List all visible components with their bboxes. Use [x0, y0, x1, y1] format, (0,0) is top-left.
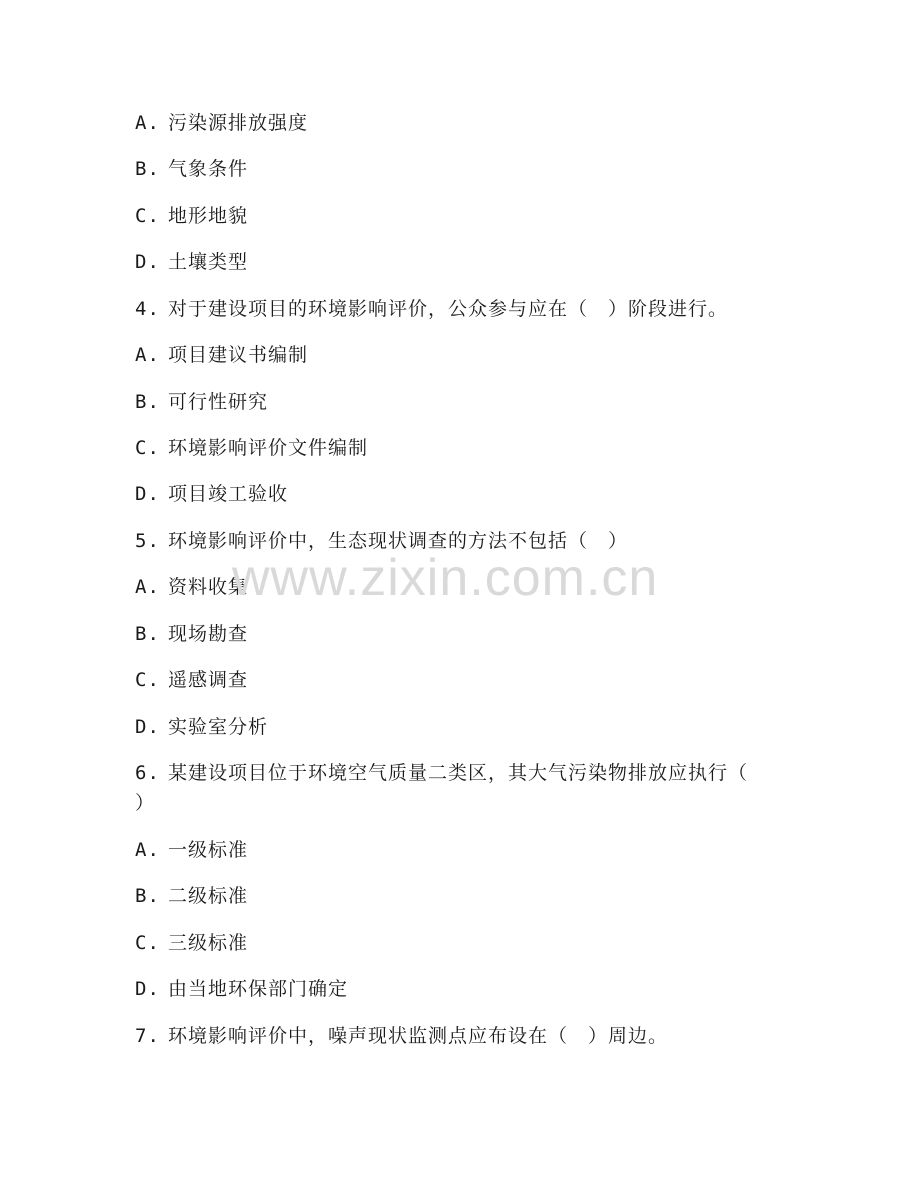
- option-marker: A.: [135, 112, 160, 134]
- option-d: [135, 482, 795, 506]
- option-marker: B.: [135, 391, 160, 413]
- option-marker: A.: [135, 344, 160, 366]
- option-b: [135, 157, 795, 181]
- option-text: 遥感调查: [168, 669, 249, 691]
- option-b: [135, 390, 795, 414]
- option-b: [135, 622, 795, 646]
- question-text: 环境影响评价中，生态现状调查的方法不包括（ ）: [168, 530, 629, 552]
- question-7: [135, 1024, 795, 1048]
- option-d: [135, 977, 795, 1001]
- question-text: 某建设项目位于环境空气质量二类区，其大气污染物排放应执行（: [168, 762, 749, 784]
- option-text: 由当地环保部门确定: [168, 978, 349, 1000]
- option-text: 环境影响评价文件编制: [168, 437, 369, 459]
- option-marker: A.: [135, 839, 160, 861]
- option-c: [135, 204, 795, 228]
- option-text: 二级标准: [168, 885, 249, 907]
- option-text: 项目竣工验收: [168, 483, 289, 505]
- option-text: 项目建议书编制: [168, 344, 309, 366]
- option-a: [135, 838, 795, 862]
- question-text: 环境影响评价中，噪声现状监测点应布设在（ ）周边。: [168, 1025, 669, 1047]
- option-marker: B.: [135, 158, 160, 180]
- question-text-continuation: ）: [135, 792, 156, 814]
- option-marker: C.: [135, 437, 160, 459]
- option-marker: C.: [135, 205, 160, 227]
- option-text: 三级标准: [168, 932, 249, 954]
- option-marker: D.: [135, 978, 160, 1000]
- question-number: 7.: [135, 1025, 160, 1047]
- option-text: 污染源排放强度: [168, 112, 309, 134]
- question-6: [135, 761, 795, 785]
- option-marker: B.: [135, 885, 160, 907]
- option-a: [135, 343, 795, 367]
- question-text: 对于建设项目的环境影响评价，公众参与应在（ ）阶段进行。: [168, 298, 729, 320]
- question-6-continuation: [135, 791, 795, 815]
- option-text: 土壤类型: [168, 251, 249, 273]
- option-text: 资料收集: [168, 576, 249, 598]
- option-text: 实验室分析: [168, 716, 269, 738]
- option-b: [135, 884, 795, 908]
- option-d: [135, 715, 795, 739]
- option-text: 地形地貌: [168, 205, 249, 227]
- option-marker: A.: [135, 576, 160, 598]
- option-c: [135, 931, 795, 955]
- question-number: 4.: [135, 298, 160, 320]
- question-4: [135, 297, 795, 321]
- option-marker: C.: [135, 932, 160, 954]
- option-marker: C.: [135, 669, 160, 691]
- question-number: 6.: [135, 762, 160, 784]
- option-a: [135, 111, 795, 135]
- option-c: [135, 668, 795, 692]
- option-marker: D.: [135, 251, 160, 273]
- option-marker: D.: [135, 716, 160, 738]
- watermark: www.zixin.com.cn: [232, 549, 659, 607]
- option-text: 气象条件: [168, 158, 249, 180]
- option-text: 一级标准: [168, 839, 249, 861]
- option-c: [135, 436, 795, 460]
- option-d: [135, 250, 795, 274]
- option-text: 可行性研究: [168, 391, 269, 413]
- question-number: 5.: [135, 530, 160, 552]
- option-text: 现场勘查: [168, 623, 249, 645]
- option-marker: B.: [135, 623, 160, 645]
- option-marker: D.: [135, 483, 160, 505]
